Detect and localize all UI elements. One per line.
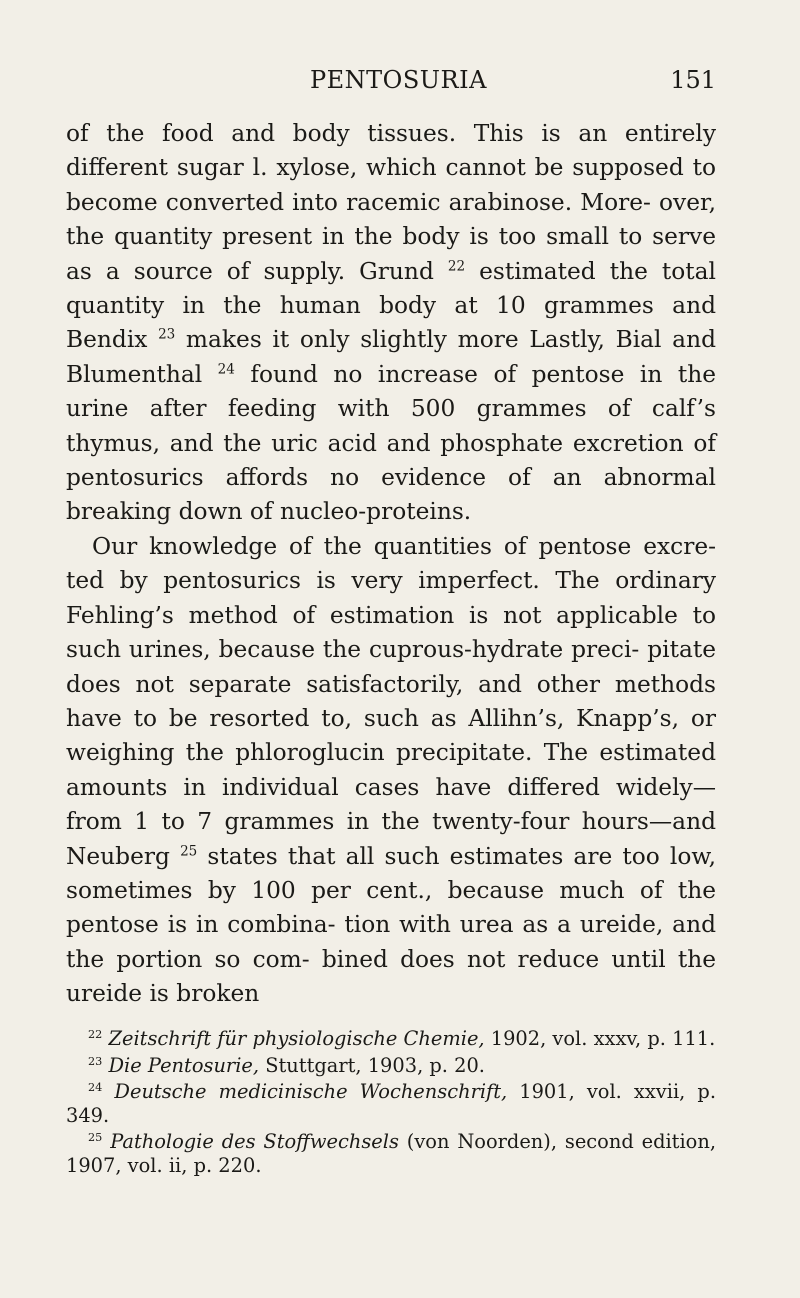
paragraph-2-text-b: states that all such estimates are too low, sometimes by 100 per cent., because much of the pentose is in combina- tion with urea as a ureide, and the portion so com- bined does not reduce until the ureide is broken (66, 842, 716, 1008)
footnote-ref-23: 23 (158, 327, 176, 344)
footnote-number: 24 (88, 1081, 103, 1095)
paragraph-1-text-d: found no increase of pentose in the urine after feeding with 500 grammes of calf’s thymus, and the uric acid and phosphate excretion of pentosurics affords no evidence of an abnormal breaking down of nucleo-proteins. (66, 360, 716, 526)
footnote-title: Die Pentosurie, (108, 1053, 260, 1077)
footnote-24 (66, 1080, 716, 1127)
paragraph-2 (66, 530, 716, 1012)
footnote-number: 22 (88, 1028, 103, 1042)
footnote-22 (66, 1027, 716, 1051)
footnote-details: 1901, vol. xxvii, p. 349. (66, 1080, 716, 1127)
footnote-title: Deutsche medicinische Wochenschrift, (114, 1080, 508, 1104)
paragraph-1-text-b: estimated the total quantity in the human body at 10 grammes and Bendix (66, 257, 717, 354)
running-head (66, 66, 716, 100)
body-text (66, 117, 716, 1012)
footnote-number: 25 (88, 1131, 103, 1145)
footnote-number: 23 (88, 1054, 103, 1068)
footnote-title: Pathologie des Stoffwechsels (110, 1130, 399, 1154)
footnote-details: 1902, vol. xxxv, p. 111. (484, 1027, 716, 1050)
footnote-details: Stuttgart, 1903, p. 20. (259, 1053, 485, 1077)
footnotes (66, 1027, 716, 1181)
footnote-ref-25: 25 (180, 843, 198, 860)
paragraph-1-text-a: of the food and body tissues. This is an entirely different sugar l. xylose, which cannot be supposed to become converted into racemic arabinose. More- over, the quantity present in the body is too small to serve as a source of supply. Grund (66, 120, 716, 285)
footnote-title: Zeitschrift für physiologische Chemie, (108, 1027, 485, 1050)
paragraph-1 (66, 117, 716, 530)
footnote-ref-24: 24 (217, 361, 235, 378)
footnote-details: (von Noorden), second edition, 1907, vol. ii, p. 220. (66, 1130, 717, 1177)
paragraph-1-text-c: makes it only slightly more Lastly, Bial and Blumenthal (66, 326, 716, 388)
running-title: PENTOSURIA (310, 66, 487, 94)
footnote-ref-22: 22 (447, 258, 466, 275)
page-number: 151 (670, 66, 716, 94)
footnote-25 (66, 1130, 716, 1177)
footnote-23 (66, 1054, 716, 1078)
paragraph-2-text-a: Our knowledge of the quantities of pentose excre- ted by pentosurics is very imperfect. The ordinary Fehling’s method of estimation is not applicable to such urines, because the cuprous-hydrate preci- pitate does not separate satisfactorily, and other methods have to be resorted to, such as Allihn’s, Knapp’s, or weighing the phloroglucin precipitate. The estimated amounts in individual cases have differed widely—from 1 to 7 grammes in the twenty-four hours—and Neuberg (66, 532, 716, 870)
